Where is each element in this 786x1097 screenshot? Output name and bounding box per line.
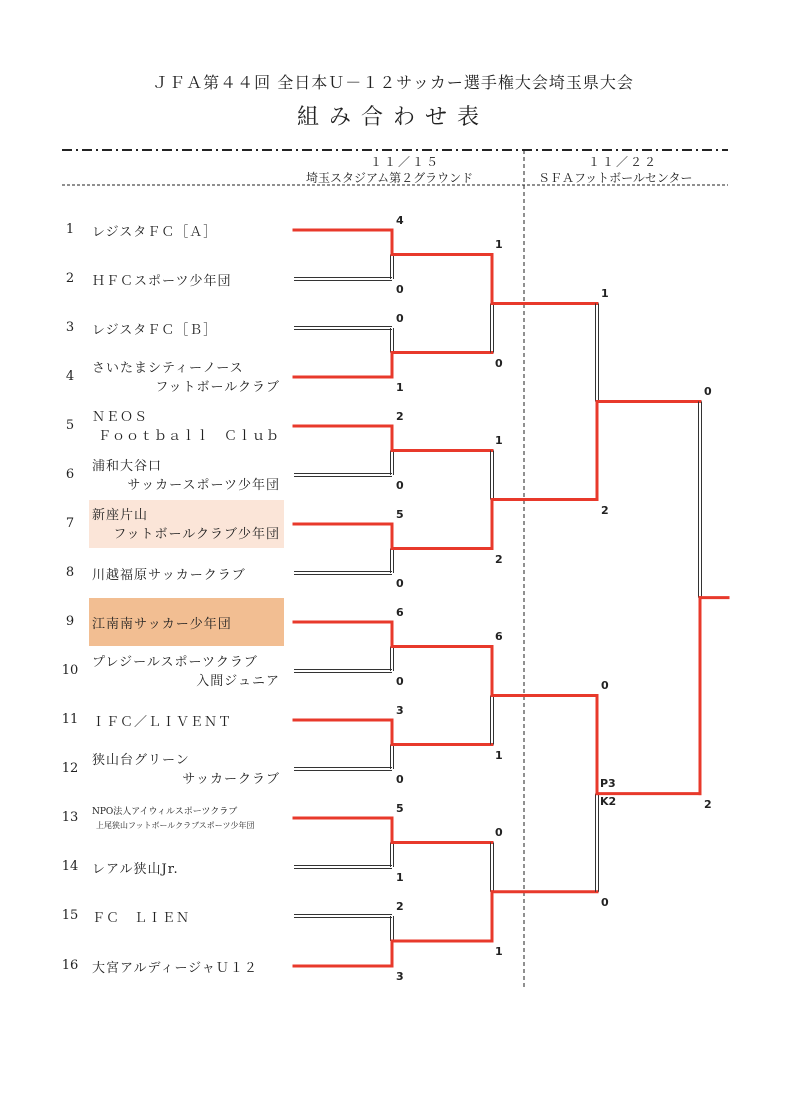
- team-number: 12: [61, 761, 79, 776]
- r1-score: 2: [396, 900, 404, 913]
- r2-score: 1: [495, 433, 503, 447]
- pk-score: K2: [600, 794, 617, 808]
- team-name-line1: レアル狭山Jr.: [92, 862, 179, 877]
- team-name-line1: 江南南サッカー少年団: [92, 617, 232, 632]
- team-number: 3: [65, 320, 75, 335]
- r1-score: 0: [396, 312, 404, 325]
- team-number: 7: [65, 516, 75, 531]
- team-number: 9: [65, 614, 75, 629]
- qf-score: 1: [601, 286, 609, 300]
- team-number: 4: [65, 369, 75, 384]
- qf-score: 0: [601, 678, 609, 692]
- team-name-line2: サッカースポーツ少年団: [127, 478, 280, 493]
- r1-score: 3: [396, 704, 404, 717]
- team-number: 10: [61, 663, 79, 678]
- tournament-title: ＪＦＡ第４４回 全日本Ｕ－１２サッカー選手権大会埼玉県大会: [152, 73, 634, 92]
- r2-score: 0: [495, 356, 503, 370]
- sf-score: 0: [704, 384, 712, 398]
- r1-score: 1: [396, 871, 404, 884]
- team-name-line1: さいたまシティーノース: [92, 361, 244, 376]
- team-number: 5: [65, 418, 75, 433]
- round2-date: １１／２２: [588, 155, 659, 169]
- r1-score: 0: [396, 479, 404, 492]
- r1-score: 5: [396, 802, 404, 815]
- team-name-line2: サッカークラブ: [182, 772, 280, 787]
- round2-venue: ＳＦＡフットボールセンター: [538, 171, 693, 185]
- team-name-line2: 上尾狭山フットボールクラブスポーツ少年団: [96, 821, 255, 830]
- team-number: 16: [61, 958, 79, 973]
- team-name-line1: 川越福原サッカークラブ: [92, 568, 246, 583]
- team-name-line1: ＩＦＣ／ＬＩＶＥＮＴ: [92, 715, 233, 730]
- r1-score: 0: [396, 675, 404, 688]
- r1-score: 6: [396, 606, 404, 619]
- qf-score: 2: [601, 503, 609, 517]
- team-name-line2: Ｆｏｏｔｂａｌｌ Ｃｌｕｂ: [97, 429, 280, 444]
- sf-score: 2: [704, 797, 712, 811]
- r2-score: 2: [495, 552, 503, 566]
- team-name-line1: 大宮アルディージャＵ１２: [92, 961, 258, 976]
- r1-score: 3: [396, 970, 404, 983]
- r1-score: 1: [396, 381, 404, 394]
- round1-date: １１／１５: [370, 155, 441, 169]
- r1-score: 0: [396, 577, 404, 590]
- team-number: 6: [65, 467, 75, 482]
- qf-score: 0: [601, 895, 609, 909]
- team-name-line1: 新座片山: [92, 508, 149, 523]
- team-number: 11: [61, 712, 79, 727]
- r1-score: 2: [396, 410, 404, 423]
- r2-score: 1: [495, 237, 503, 251]
- team-name-line1: ＦＣ ＬＩＥＮ: [92, 911, 191, 926]
- team-name-line1: プレジールスポーツクラブ: [92, 655, 258, 670]
- team-number: 14: [61, 859, 79, 874]
- r1-score: 0: [396, 283, 404, 296]
- team-number: 8: [65, 565, 75, 580]
- team-number: 1: [65, 222, 75, 237]
- r1-score: 0: [396, 773, 404, 786]
- page-subtitle: 組み合わせ表: [296, 105, 489, 130]
- team-name-line2: 入間ジュニア: [196, 674, 280, 689]
- r2-score: 1: [495, 945, 503, 958]
- round1-venue: 埼玉スタジアム第２グラウンド: [306, 171, 474, 185]
- team-number: 2: [65, 271, 75, 286]
- team-name-line1: 浦和大谷口: [92, 459, 163, 474]
- r2-score: 1: [495, 748, 503, 762]
- pk-score: P3: [600, 776, 616, 790]
- team-name-line2: フットボールクラブ: [155, 380, 280, 395]
- team-number: 15: [61, 908, 79, 923]
- r2-score: 6: [495, 629, 503, 643]
- team-number: 13: [61, 810, 79, 825]
- r1-score: 5: [396, 508, 404, 521]
- r1-score: 4: [396, 214, 404, 227]
- team-name-line2: フットボールクラブ少年団: [113, 527, 280, 542]
- team-name-line1: NPO法人アイウィルスポーツクラブ: [92, 807, 238, 817]
- team-name-line1: レジスタＦＣ［Ｂ］: [92, 323, 218, 338]
- team-name-line1: ＮＥＯＳ: [92, 410, 149, 425]
- team-name-line1: レジスタＦＣ［Ａ］: [92, 225, 218, 240]
- team-name-line1: 狭山台グリーン: [92, 753, 190, 768]
- r2-score: 0: [495, 825, 503, 839]
- team-name-line1: ＨＦＣスポーツ少年団: [92, 274, 232, 289]
